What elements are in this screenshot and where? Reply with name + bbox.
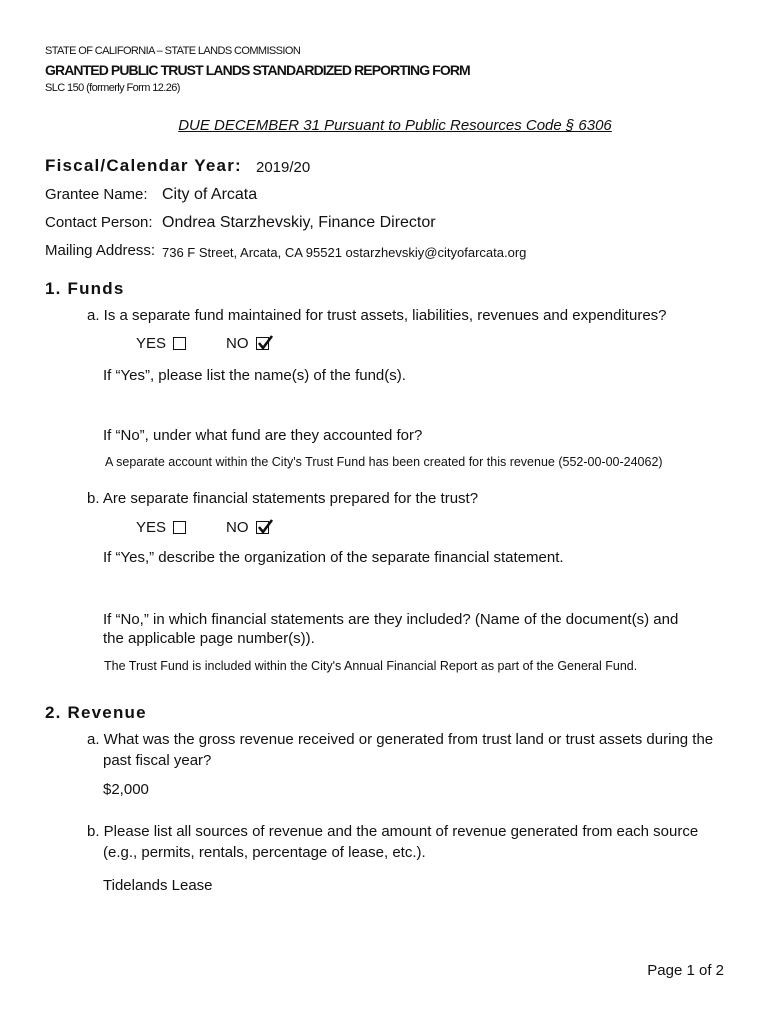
mailing-address-label: Mailing Address: [45,242,156,259]
funds-a-no-label: NO [226,335,249,352]
due-line: DUE DECEMBER 31 Pursuant to Public Resources Code § 6306 [178,117,612,134]
contact-person-value: Ondrea Starzhevskiy, Finance Director [162,214,436,231]
revenue-question-a-line1: a. What was the gross revenue received or generated from trust land or trust assets during the [87,731,714,748]
funds-b-yes-checkbox[interactable] [173,521,186,534]
revenue-heading: 2. Revenue [45,703,147,722]
funds-b-no-label: NO [226,519,249,536]
funds-a-no-option[interactable] [226,335,269,352]
checkmark-icon [256,518,274,536]
funds-b-yes-option[interactable] [136,519,186,536]
funds-question-b: b. Are separate financial statements prepared for the trust? [87,490,479,507]
revenue-question-b-line2: (e.g., permits, rentals, percentage of lease, etc.). [103,844,426,861]
funds-a-yes-label: YES [136,335,167,352]
checkmark-icon [256,334,274,352]
funds-heading: 1. Funds [45,279,125,298]
page-number: Page 1 of 2 [647,962,724,979]
funds-a-answer: A separate account within the City's Trust Fund has been created for this revenue (552-00-00-24062) [105,455,663,469]
funds-question-a: a. Is a separate fund maintained for trust assets, liabilities, revenues and expenditures? [87,307,667,324]
funds-b-answer: The Trust Fund is included within the City's Annual Financial Report as part of the General Fund. [104,659,638,673]
agency-header: STATE OF CALIFORNIA – STATE LANDS COMMISSION [45,45,301,57]
grantee-name-label: Grantee Name: [45,186,148,203]
revenue-question-a-line2: past fiscal year? [103,752,212,769]
funds-a-if-no: If “No”, under what fund are they accounted for? [103,427,423,444]
revenue-question-b-line1: b. Please list all sources of revenue and the amount of revenue generated from each source [87,823,699,840]
funds-b-no-option[interactable] [226,519,269,536]
grantee-name-value: City of Arcata [162,186,258,203]
funds-b-if-yes: If “Yes,” describe the organization of the separate financial statement. [103,549,564,566]
fiscal-year-label: Fiscal/Calendar Year: [45,156,242,175]
revenue-b-answer: Tidelands Lease [103,877,213,894]
revenue-a-answer: $2,000 [103,781,149,798]
form-number: SLC 150 (formerly Form 12.26) [45,82,180,94]
funds-a-if-yes: If “Yes”, please list the name(s) of the fund(s). [103,367,406,384]
form-title: GRANTED PUBLIC TRUST LANDS STANDARDIZED REPORTING FORM [45,62,470,78]
funds-a-no-checkbox[interactable] [256,337,269,350]
mailing-address-value: 736 F Street, Arcata, CA 95521 ostarzhevskiy@cityofarcata.org [162,245,527,260]
funds-b-no-checkbox[interactable] [256,521,269,534]
funds-b-yes-label: YES [136,519,167,536]
funds-a-yes-option[interactable] [136,335,186,352]
funds-b-if-no-line2: the applicable page number(s)). [103,630,315,647]
funds-a-yes-checkbox[interactable] [173,337,186,350]
contact-person-label: Contact Person: [45,214,153,231]
fiscal-year-value: 2019/20 [256,159,311,176]
funds-b-if-no-line1: If “No,” in which financial statements are they included? (Name of the document(s) and [103,611,679,628]
